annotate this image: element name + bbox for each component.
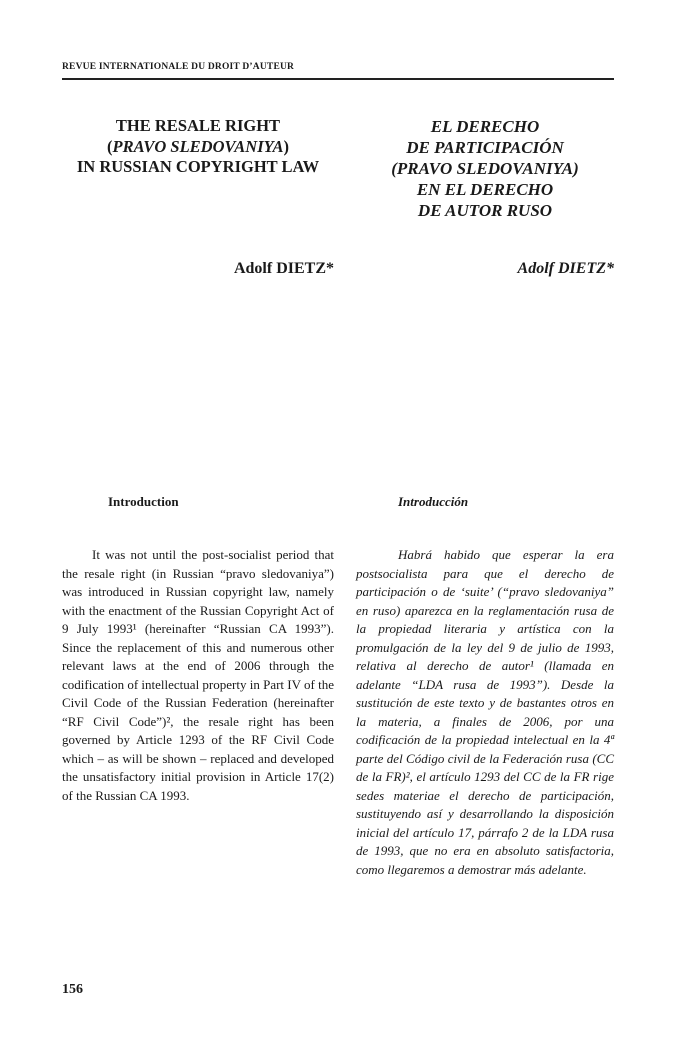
english-title-line-2 (62, 137, 334, 158)
spanish-title-line-4: EN EL DERECHO (416, 180, 554, 199)
english-section-heading: Introduction (108, 494, 179, 509)
spanish-title-line-3: (PRAVO SLEDOVANIYA) (391, 159, 579, 178)
spanish-title-line-5: DE AUTOR RUSO (417, 201, 553, 220)
spanish-title-line-2: DE PARTICIPACIÓN (406, 138, 564, 157)
english-paragraph: It was not until the post-socialist period that the resale right (in Russian “pravo sledovaniya”) was introduced in Russian copyright law, namely with the enactment of the Russian Copyright Act of 9 July 1993¹ (hereinafter “Russian CA 1993”). Since the replacement of this and numerous other relevant laws at the end of 2006 through the codification of intellectual property in Part IV of the Civil Code of the Russian Federation (hereinafter “RF Civil Code”)², the resale right has been governed by Article 1293 of the RF Civil Code which – as will be shown – replaced and developed the unsatisfactory initial provision in Article 17(2) of the Russian CA 1993. (62, 547, 334, 803)
english-title-italic: PRAVO SLEDOVANIYA (112, 136, 284, 156)
spanish-section-heading: Introducción (398, 494, 469, 509)
running-header: REVUE INTERNATIONALE DU DROIT D’AUTEUR (62, 62, 295, 72)
english-title (62, 116, 334, 178)
english-title-line-1: THE RESALE RIGHT (115, 116, 281, 135)
page-number: 156 (62, 982, 83, 997)
header-rule (62, 78, 614, 80)
spanish-title (356, 116, 614, 221)
spanish-title-line-1: EL DERECHO (430, 117, 540, 136)
paren-close: ) (283, 136, 289, 156)
english-title-line-3: IN RUSSIAN COPYRIGHT LAW (76, 157, 320, 176)
paren-open: ( (107, 136, 113, 156)
spanish-author: Adolf DIETZ* (517, 260, 614, 277)
english-author: Adolf DIETZ* (233, 260, 334, 277)
spanish-paragraph: Habrá habido que esperar la era postsocialista para que el derecho de participación o de ‘suite’ (“pravo sledovaniya” en ruso) aparezca en la reglamentación rusa de la propiedad literaria y artística con la promulgación de la ley del 9 de julio de 1993, relativa al derecho de autor¹ (llamada en adelante “LDA rusa de 1993”). Desde la sustitución de este texto y de bastantes otros en la materia, a finales de 2006, por una codificación de la propiedad intelectual en la 4ª parte del Código civil de la Federación rusa (CC de la FR)², el artículo 1293 del CC de la FR rige sedes materiae el derecho de participación, sustituyendo así y desarrollando la disposición inicial del artículo 17, párrafo 2 de la LDA rusa de 1993, que no era en absoluto satisfactoria, como llegaremos a demostrar más adelante. (356, 547, 614, 877)
